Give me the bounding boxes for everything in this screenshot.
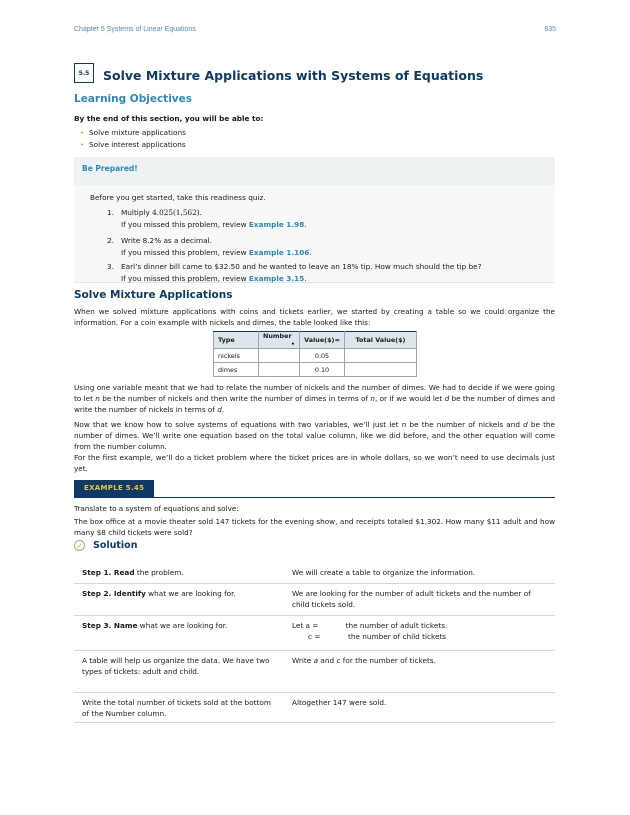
learning-objectives-intro: By the end of this section, you will be able to:	[74, 114, 264, 123]
example-link[interactable]: Example 3.15	[248, 273, 305, 283]
learning-objectives-title: Learning Objectives	[74, 93, 193, 105]
paragraph: When we solved mixture applications with coins and tickets earlier, we started by creating a table so we could organize the information. For a coin example with nickels and dimes, the table looked like this:	[74, 307, 555, 328]
table-row: A table will help us organize the data. We have two types of tickets: adult and child. Write a and c for the number of tickets.	[74, 651, 555, 693]
example-link[interactable]: Example 1.98	[248, 219, 305, 229]
running-header	[74, 26, 556, 33]
table-header-row: Type Number • Value($) = Total Value($)	[214, 332, 417, 349]
bullet-icon: •	[80, 140, 85, 149]
example-label: EXAMPLE 5.45	[74, 480, 154, 497]
table-row: Step 3. Name what we are looking for. Let a = the number of adult tickets. c = the number of child tickets	[74, 616, 555, 651]
example-header	[74, 480, 555, 498]
paragraph: For the first example, we’ll do a ticket problem where the ticket prices are in whole dollars, so we won’t need to use decimals just yet.	[74, 453, 555, 474]
quiz-item-2: 2. Write 8.2% as a decimal. If you missed this problem, review Example 1.106.	[107, 236, 312, 257]
table-row: Step 1. Read the problem. We will create a table to organize the information.	[74, 563, 555, 584]
table-row: Write the total number of tickets sold at the bottom of the Number column. Altogether 147 were sold.	[74, 693, 555, 723]
table-row: dimes 0.10	[214, 363, 417, 377]
solution-heading: ✓ Solution	[74, 540, 137, 551]
solution-steps-table	[74, 563, 555, 723]
section-title: Solve Mixture Applications with Systems of Equations	[103, 67, 484, 83]
quiz-item-1: 1. Multiply 4.025(1,562). If you missed this problem, review Example 1.98.	[107, 208, 307, 229]
subsection-heading: Solve Mixture Applications	[74, 289, 233, 301]
be-prepared-box	[74, 185, 555, 283]
example-link[interactable]: Example 1.106	[248, 247, 310, 257]
table-row: nickels 0.05	[214, 349, 417, 363]
list-item: • Solve mixture applications	[80, 128, 186, 137]
paragraph: Now that we know how to solve systems of equations with two variables, we’ll just let n be the number of nickels and d be the number of dimes. We’ll write one equation based on the total value column, like we did before, and the other equation will come from the number column.	[74, 420, 555, 452]
learning-objectives-list	[80, 127, 186, 151]
check-circle-icon: ✓	[74, 540, 85, 551]
example-instruction: Translate to a system of equations and solve:	[74, 504, 239, 513]
paragraph: Using one variable meant that we had to relate the number of nickels and the number of dimes. We had to decide if we were going to let n be the number of nickels and then write the number of dimes in terms of n, or if we would let d be the number of dimes and write the number of nickels in terms of d.	[74, 383, 555, 415]
coin-value-table	[213, 331, 417, 377]
be-prepared-intro: Before you get started, take this readiness quiz.	[90, 193, 266, 202]
bullet-icon: •	[80, 128, 85, 137]
page-number: 635	[544, 26, 556, 33]
section-heading	[74, 63, 483, 83]
chapter-title: Chapter 5 Systems of Linear Equations	[74, 26, 196, 33]
be-prepared-title: Be Prepared!	[74, 157, 555, 185]
section-number-badge: 5.5	[74, 63, 94, 83]
table-row: Step 2. Identify what we are looking for. We are looking for the number of adult tickets and the number of child tickets sold.	[74, 584, 555, 616]
example-problem: The box office at a movie theater sold 147 tickets for the evening show, and receipts totaled $1,302. How many $11 adult and how many $8 child tickets were sold?	[74, 517, 555, 538]
list-item: • Solve interest applications	[80, 140, 186, 149]
quiz-item-3: 3. Earl’s dinner bill came to $32.50 and he wanted to leave an 18% tip. How much should the tip be? If you missed this problem, review Example 3.15.	[107, 262, 482, 283]
